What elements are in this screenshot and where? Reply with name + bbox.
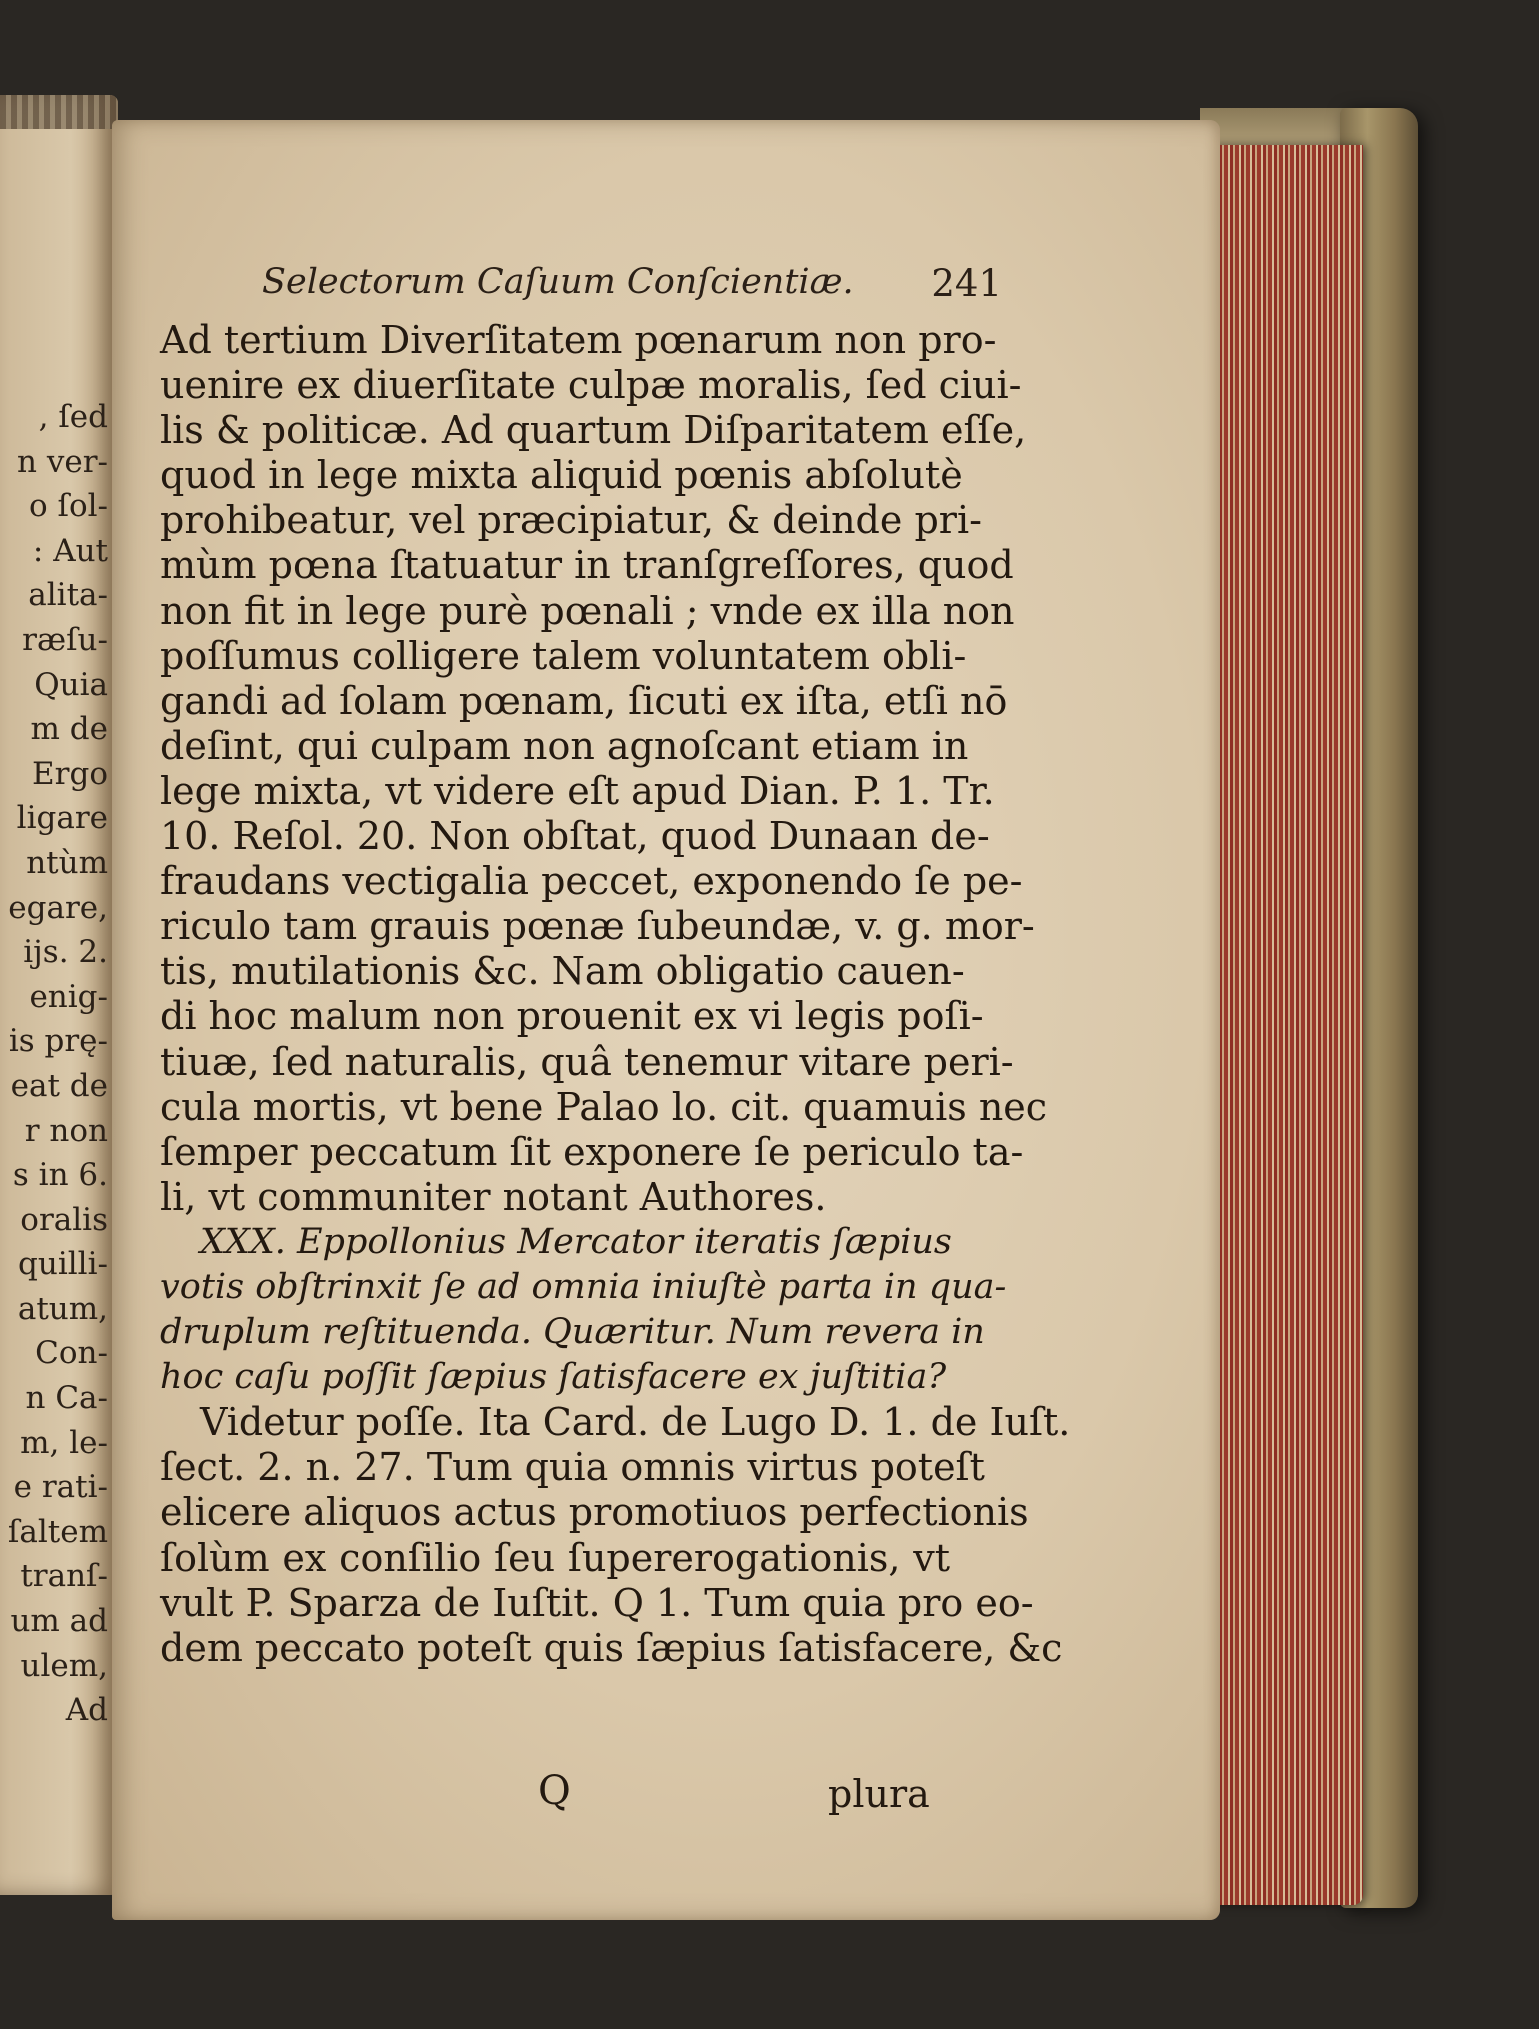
left-line: m de bbox=[30, 711, 108, 748]
case-heading-line: XXX. Eppollonius Mercator iteratis ſæpius bbox=[200, 1221, 952, 1262]
left-line: , ſed bbox=[38, 399, 108, 435]
text-line: Videtur poſſe. Ita Card. de Lugo D. 1. de Iuſt. bbox=[200, 1400, 1071, 1445]
left-line: ræſu- bbox=[22, 621, 108, 658]
left-line: m, le- bbox=[20, 1424, 108, 1461]
text-line: cula mortis, vt bene Palao lo. cit. quamuis nec bbox=[160, 1084, 1048, 1129]
catchword: plura bbox=[828, 1772, 930, 1816]
left-line: ntùm bbox=[26, 844, 108, 881]
left-line: egare, bbox=[8, 889, 108, 926]
running-title: Selectorum Caſuum Conſcientiæ. bbox=[262, 262, 854, 302]
left-line: quilli- bbox=[18, 1246, 108, 1283]
text-line: fraudans vectigalia peccet, exponendo ſe pe- bbox=[160, 859, 1023, 904]
text-line: lis & politicæ. Ad quartum Diſparitatem eſſe, bbox=[160, 408, 1027, 453]
page-body bbox=[160, 318, 1071, 1671]
left-line: atum, bbox=[17, 1290, 108, 1327]
left-line: um ad bbox=[10, 1603, 108, 1640]
left-line: Quia bbox=[34, 666, 108, 703]
left-page-text bbox=[0, 395, 108, 1733]
text-line: 10. Reſol. 20. Non obſtat, quod Dunaan de- bbox=[160, 814, 990, 859]
left-line: o ſol- bbox=[28, 488, 108, 525]
left-line: alita- bbox=[28, 577, 108, 614]
text-line: non fit in lege purè pœnali ; vnde ex illa non bbox=[160, 588, 1015, 633]
text-line: dem peccato poteſt quis ſæpius ſatisfacere, &c bbox=[160, 1625, 1063, 1670]
text-line: gandi ad ſolam pœnam, ſicuti ex iſta, etſi nō bbox=[160, 678, 1008, 723]
text-line: elicere aliquos actus promotiuos perfectionis bbox=[160, 1490, 1029, 1535]
left-line: Ergo bbox=[32, 755, 108, 792]
running-head bbox=[262, 262, 1002, 312]
text-line: di hoc malum non prouenit ex vi legis poſi- bbox=[160, 994, 984, 1039]
left-line: ijs. 2. bbox=[23, 934, 108, 971]
left-page bbox=[0, 95, 118, 1895]
left-line: r non bbox=[24, 1112, 108, 1149]
text-line: Ad tertium Diverſitatem pœnarum non pro- bbox=[160, 318, 997, 362]
text-line: lege mixta, vt videre eſt apud Dian. P. 1. Tr. bbox=[160, 768, 995, 813]
text-line: li, vt communiter notant Authores. bbox=[160, 1174, 827, 1219]
left-line: n ver- bbox=[17, 443, 108, 480]
case-heading-line: votis obſtrinxit ſe ad omnia iniuſtè parta in qua- bbox=[160, 1266, 1007, 1307]
text-line: poſſumus colligere talem voluntatem obli- bbox=[160, 633, 967, 678]
left-line: tranſ- bbox=[20, 1558, 108, 1595]
text-line: prohibeatur, vel præcipiatur, & deinde pri- bbox=[160, 498, 982, 543]
text-line: tis, mutilationis &c. Nam obligatio cauen- bbox=[160, 949, 965, 994]
left-line: Ad bbox=[65, 1692, 108, 1729]
left-line: enig- bbox=[29, 978, 108, 1015]
case-heading-line: hoc caſu poſſit ſæpius ſatisfacere ex juſtitia? bbox=[160, 1357, 947, 1398]
left-page-header-ornament bbox=[0, 95, 118, 129]
text-line: mùm pœna ſtatuatur in tranſgreſſores, quod bbox=[160, 543, 1014, 588]
page-edges bbox=[1208, 145, 1363, 1905]
text-line: vult P. Sparza de Iuſtit. Q 1. Tum quia pro eo- bbox=[160, 1580, 1034, 1625]
left-line: ligare bbox=[16, 800, 108, 837]
text-line: uenire ex diuerſitate culpæ moralis, ſed ciui- bbox=[160, 363, 1022, 408]
left-line: s in 6. bbox=[12, 1157, 108, 1194]
left-line: is prę- bbox=[8, 1023, 108, 1060]
text-line: quod in lege mixta aliquid pœnis abſolutè bbox=[160, 453, 963, 498]
left-line: n Ca- bbox=[25, 1380, 108, 1417]
left-line: oralis bbox=[20, 1201, 108, 1238]
signature-mark: Q bbox=[538, 1768, 571, 1814]
left-line: eat de bbox=[10, 1067, 108, 1104]
left-line: e rati- bbox=[13, 1469, 108, 1506]
text-line: ſemper peccatum ſit exponere ſe periculo ta- bbox=[160, 1129, 1024, 1174]
text-line: ſect. 2. n. 27. Tum quia omnis virtus poteſt bbox=[160, 1445, 985, 1490]
text-line: riculo tam grauis pœnæ ſubeundæ, v. g. mor- bbox=[160, 904, 1035, 949]
case-heading-line: druplum reſtituenda. Quæritur. Num revera in bbox=[160, 1312, 985, 1353]
left-line: Con- bbox=[35, 1335, 108, 1372]
page-number: 241 bbox=[931, 262, 1002, 305]
left-line: ulem, bbox=[20, 1647, 108, 1684]
left-line: ſaltem bbox=[7, 1513, 108, 1550]
text-line: ſolùm ex conſilio ſeu ſupererogationis, vt bbox=[160, 1535, 950, 1580]
text-line: tiuæ, ſed naturalis, quâ tenemur vitare peri- bbox=[160, 1039, 1014, 1084]
left-line: : Aut bbox=[32, 532, 108, 569]
text-line: deſint, qui culpam non agnoſcant etiam in bbox=[160, 723, 969, 768]
